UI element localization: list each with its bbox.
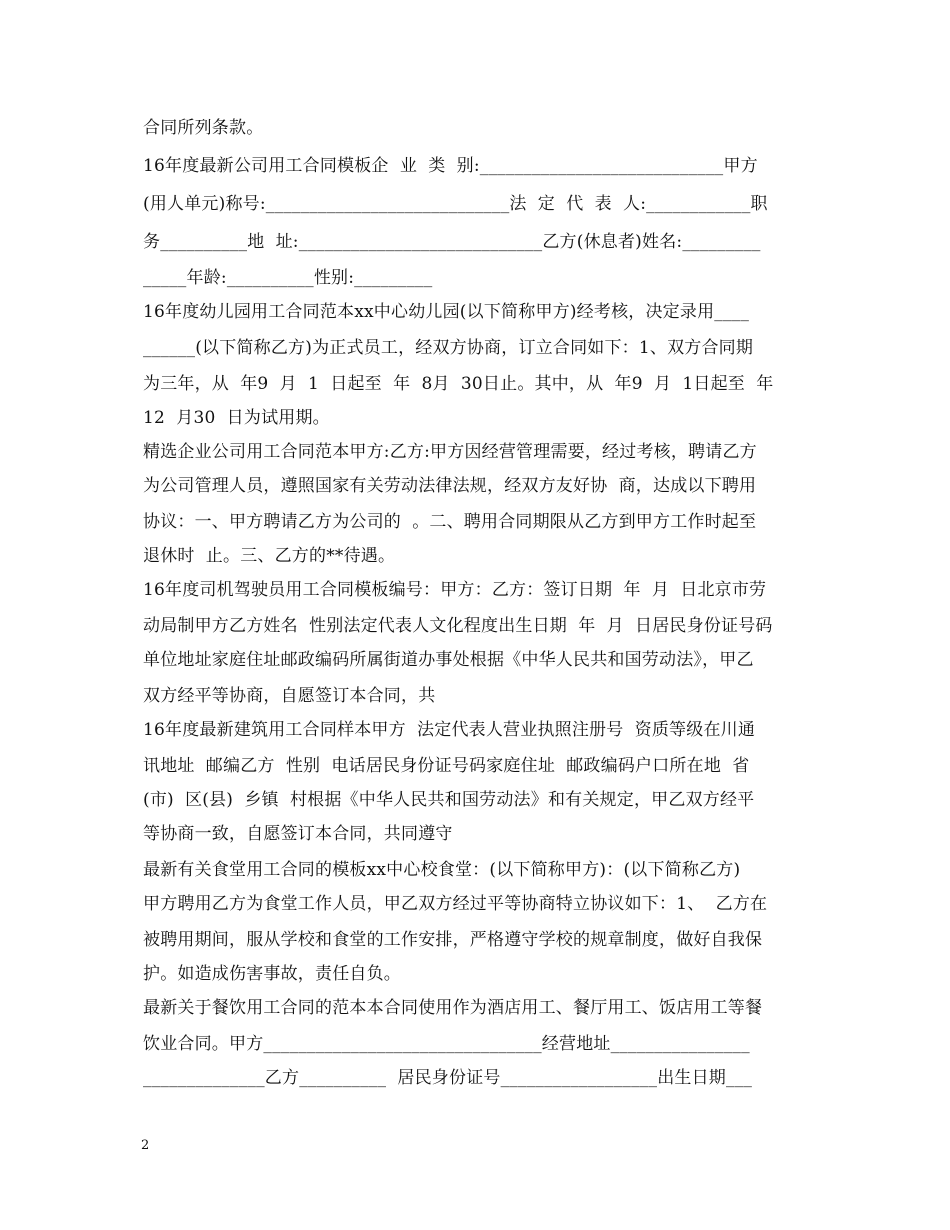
text-line: (用人单元)称号:____________________________法 定 代 表 人:____________职	[143, 194, 768, 214]
text-line: 务__________地 址:____________________________乙方(休息者)姓名:_________	[143, 232, 761, 252]
text-line: 最新有关食堂用工合同的模板xx中心校食堂：(以下简称甲方)：(以下简称乙方)	[143, 860, 741, 880]
text-line: 退休时 止。三、乙方的**待遇。	[143, 546, 396, 566]
text-line: 饮业合同。甲方________________________________经营地址________________	[143, 1034, 750, 1054]
page-number: 2	[141, 1138, 150, 1153]
text-line: 最新关于餐饮用工合同的范本本合同使用作为酒店用工、餐厅用工、饭店用工等餐	[143, 998, 763, 1018]
text-line: 精选企业公司用工合同范本甲方:乙方:甲方因经营管理需要，经过考核，聘请乙方	[143, 442, 757, 462]
text-line: 等协商一致，自愿签订本合同，共同遵守	[143, 824, 453, 844]
text-line: 为公司管理人员，遵照国家有关劳动法律法规，经双方友好协 商，达成以下聘用	[143, 476, 757, 496]
text-line: 被聘用期间，服从学校和食堂的工作安排，严格遵守学校的规章制度，做好自我保	[143, 930, 763, 950]
text-line: 双方经平等协商，自愿签订本合同，共	[143, 686, 436, 706]
text-line: ______(以下简称乙方)为正式员工，经双方协商，订立合同如下：1、双方合同期	[143, 338, 754, 358]
text-line: 甲方聘用乙方为食堂工作人员，甲乙双方经过平等协商特立协议如下：1、 乙方在	[143, 894, 768, 914]
text-line: (市) 区(县) 乡镇 村根据《中华人民共和国劳动法》和有关规定，甲乙双方经平	[143, 790, 755, 810]
text-line: 为三年，从 年9 月 1 日起至 年 8月 30日止。其中，从 年9 月 1日起至 年	[143, 374, 774, 394]
text-line: 合同所列条款。	[143, 118, 264, 138]
text-line: ______________乙方__________ 居民身份证号__________________出生日期___	[143, 1068, 753, 1088]
text-line: 讯地址 邮编乙方 性别 电话居民身份证号码家庭住址 邮政编码户口所在地 省	[143, 756, 750, 776]
text-line: _____年龄:__________性别:_________	[143, 268, 433, 288]
text-line: 16年度最新建筑用工合同样本甲方 法定代表人营业执照注册号 资质等级在川通	[143, 720, 756, 740]
text-line: 16年度司机驾驶员用工合同模板编号：甲方：乙方：签订日期 年 月 日北京市劳	[143, 580, 767, 600]
text-line: 16年度最新公司用工合同模板企 业 类 别:____________________________甲方	[143, 156, 758, 176]
text-line: 16年度幼儿园用工合同范本xx中心幼儿园(以下简称甲方)经考核，决定录用____	[143, 302, 750, 322]
text-line: 动局制甲方乙方姓名 性别法定代表人文化程度出生日期 年 月 日居民身份证号码	[143, 616, 773, 636]
text-line: 12 月30 日为试用期。	[143, 408, 330, 428]
text-line: 协议：一、甲方聘请乙方为公司的 。二、聘用合同期限从乙方到甲方工作时起至	[143, 512, 757, 532]
text-line: 单位地址家庭住址邮政编码所属街道办事处根据《中华人民共和国劳动法》，甲乙	[143, 650, 754, 670]
text-line: 护。如造成伤害事故，责任自负。	[143, 964, 401, 984]
